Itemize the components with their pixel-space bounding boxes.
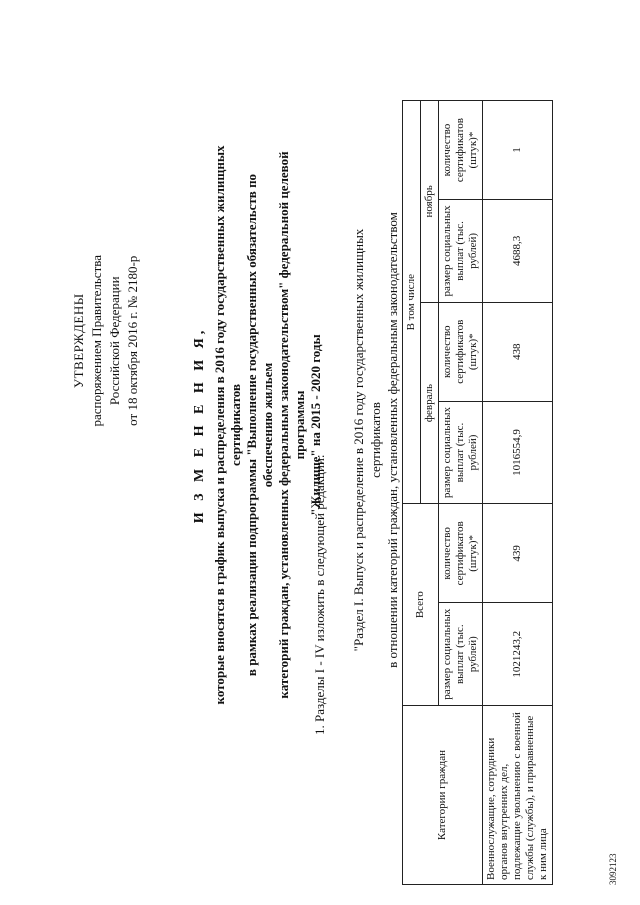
- title-line: которые вносятся в график выпуска и распределения в 2016 году государственных жилищных сертификатов: [212, 145, 243, 705]
- table-row: [483, 101, 553, 885]
- header-february: февраль: [421, 302, 439, 504]
- title-heading: И З М Е Н Е Н И Я,: [192, 326, 207, 524]
- cell-feb-amount: 1016554,9: [483, 401, 553, 504]
- certificates-table: [402, 100, 553, 885]
- cell-nov-amount: 4688,3: [483, 200, 553, 303]
- section-line: "Раздел I. Выпуск и распределение в 2016 году государственных жилищных сертификатов: [351, 228, 383, 652]
- subheader-count: количество сертификатов (штук)*: [439, 302, 483, 401]
- subheader-count: количество сертификатов (штук)*: [439, 101, 483, 200]
- document-stamp: 3092123: [608, 853, 618, 885]
- header-category: Категории граждан: [403, 706, 483, 885]
- approval-line: распоряжением Правительства: [89, 255, 104, 427]
- approval-title: УТВЕРЖДЕНЫ: [71, 293, 86, 389]
- title-line: "Жилище" на 2015 - 2020 годы: [308, 334, 323, 516]
- item-paragraph: 1. Разделы I - IV изложить в следующей редакции:: [312, 454, 327, 735]
- subheader-amount: размер социальных выплат (тыс. рублей): [439, 200, 483, 303]
- header-total: Всего: [403, 504, 439, 706]
- title-line: в рамках реализации подпрограммы "Выполнение государственных обязательств по обеспечению жильем: [244, 173, 275, 677]
- cell-category: Военнослужащие, сотрудники органов внутренних дел, подлежащие увольнению с военной службы (службы), и приравненные к ним лица: [483, 706, 553, 885]
- approval-date: от 18 октября 2016 г. № 2180-р: [125, 255, 140, 426]
- approval-block: [70, 255, 142, 427]
- approval-line: Российской Федерации: [107, 276, 122, 406]
- document-title: [192, 135, 324, 715]
- cell-total-count: 439: [483, 504, 553, 603]
- header-including: В том числе: [403, 101, 421, 504]
- subheader-amount: размер социальных выплат (тыс. рублей): [439, 603, 483, 706]
- subheader-count: количество сертификатов (штук)*: [439, 504, 483, 603]
- header-november: ноябрь: [421, 101, 439, 303]
- cell-total-amount: 1021243,2: [483, 603, 553, 706]
- cell-nov-count: 1: [483, 101, 553, 200]
- section-heading: [350, 205, 401, 675]
- title-line: категорий граждан, установленных федеральным законодательством" федеральной целевой программы: [276, 151, 307, 699]
- section-line: в отношении категорий граждан, установленных федеральным законодательством: [385, 212, 400, 668]
- cell-feb-count: 438: [483, 302, 553, 401]
- subheader-amount: размер социальных выплат (тыс. рублей): [439, 401, 483, 504]
